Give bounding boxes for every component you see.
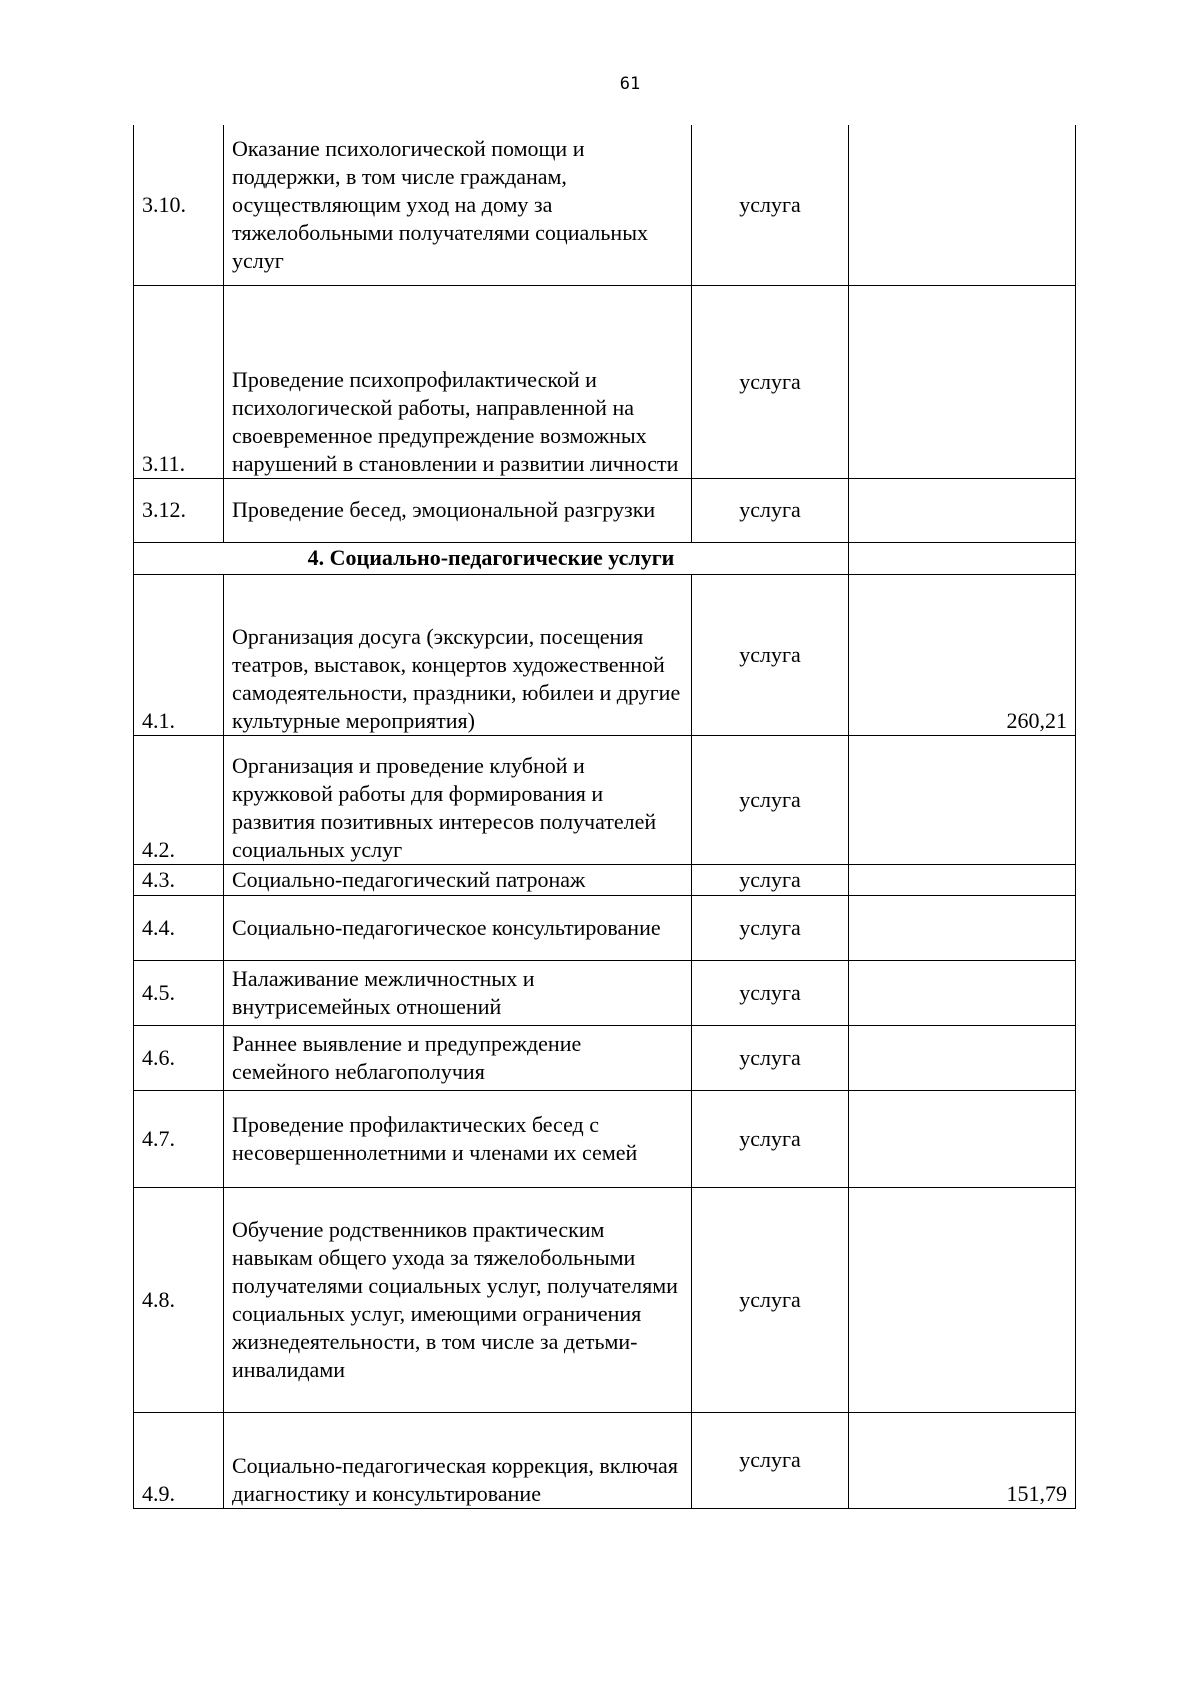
- service-price: [849, 960, 1076, 1025]
- service-unit: услуга: [692, 1090, 849, 1187]
- service-price: [849, 285, 1076, 478]
- service-unit: услуга: [692, 1412, 849, 1508]
- service-name: Проведение бесед, эмоциональной разгрузки: [224, 478, 692, 542]
- service-unit: услуга: [692, 960, 849, 1025]
- row-number: 3.11.: [134, 285, 224, 478]
- service-unit: услуга: [692, 478, 849, 542]
- table-row: [134, 574, 1076, 735]
- service-name: Организация и проведение клубной и кружковой работы для формирования и развития позитивных интересов получателей социальных услуг: [224, 735, 692, 864]
- service-price: [849, 864, 1076, 895]
- table-row: [134, 1412, 1076, 1508]
- row-number: 4.4.: [134, 895, 224, 960]
- service-name: Социально-педагогическая коррекция, включая диагностику и консультирование: [224, 1412, 692, 1508]
- service-unit: услуга: [692, 735, 849, 864]
- table-row: [134, 895, 1076, 960]
- service-price: [849, 478, 1076, 542]
- service-unit: услуга: [692, 1025, 849, 1090]
- services-table: [133, 125, 1076, 1509]
- service-price: [849, 1187, 1076, 1412]
- table-row: [134, 478, 1076, 542]
- table-row: [134, 285, 1076, 478]
- row-number: 4.7.: [134, 1090, 224, 1187]
- row-number: 4.1.: [134, 574, 224, 735]
- service-price: [849, 125, 1076, 285]
- service-name: Налаживание межличностных и внутрисемейных отношений: [224, 960, 692, 1025]
- service-price: 151,79: [849, 1412, 1076, 1508]
- service-price: [849, 735, 1076, 864]
- service-price: [849, 1090, 1076, 1187]
- table-row: [134, 1187, 1076, 1412]
- row-number: 4.5.: [134, 960, 224, 1025]
- table-row: [134, 735, 1076, 864]
- service-name: Проведение психопрофилактической и психологической работы, направленной на своевременное предупреждение возможных нарушений в становлении и развитии личности: [224, 285, 692, 478]
- service-name: Обучение родственников практическим навыкам общего ухода за тяжелобольными получателями социальных услуг, получателями социальных услуг, имеющими ограничения жизнедеятельности, в том числе за детьми-инвалидами: [224, 1187, 692, 1412]
- row-number: 4.3.: [134, 864, 224, 895]
- page-number: 61: [619, 74, 641, 94]
- service-name: Оказание психологической помощи и поддержки, в том числе гражданам, осуществляющим уход на дому за тяжелобольными получателями социальных услуг: [224, 125, 692, 285]
- service-unit: услуга: [692, 574, 849, 735]
- row-number: 3.10.: [134, 125, 224, 285]
- service-unit: услуга: [692, 1187, 849, 1412]
- table-row: [134, 125, 1076, 285]
- section-price-cell: [849, 542, 1076, 574]
- table-row: [134, 1090, 1076, 1187]
- service-unit: услуга: [692, 125, 849, 285]
- row-number: 4.2.: [134, 735, 224, 864]
- service-name: Социально-педагогический патронаж: [224, 864, 692, 895]
- service-name: Социально-педагогическое консультирование: [224, 895, 692, 960]
- service-price: [849, 895, 1076, 960]
- row-number: 4.8.: [134, 1187, 224, 1412]
- service-unit: услуга: [692, 864, 849, 895]
- service-price: [849, 1025, 1076, 1090]
- table-row: [134, 1025, 1076, 1090]
- table-row: [134, 864, 1076, 895]
- service-unit: услуга: [692, 895, 849, 960]
- section-title: 4. Социально-педагогические услуги: [134, 542, 849, 574]
- row-number: 3.12.: [134, 478, 224, 542]
- table-row: [134, 960, 1076, 1025]
- service-unit: услуга: [692, 285, 849, 478]
- service-price: 260,21: [849, 574, 1076, 735]
- row-number: 4.9.: [134, 1412, 224, 1508]
- service-name: Организация досуга (экскурсии, посещения театров, выставок, концертов художественной самодеятельности, праздники, юбилеи и другие культурные мероприятия): [224, 574, 692, 735]
- service-name: Проведение профилактических бесед с несовершеннолетними и членами их семей: [224, 1090, 692, 1187]
- service-name: Раннее выявление и предупреждение семейного неблагополучия: [224, 1025, 692, 1090]
- row-number: 4.6.: [134, 1025, 224, 1090]
- section-row: [134, 542, 1076, 574]
